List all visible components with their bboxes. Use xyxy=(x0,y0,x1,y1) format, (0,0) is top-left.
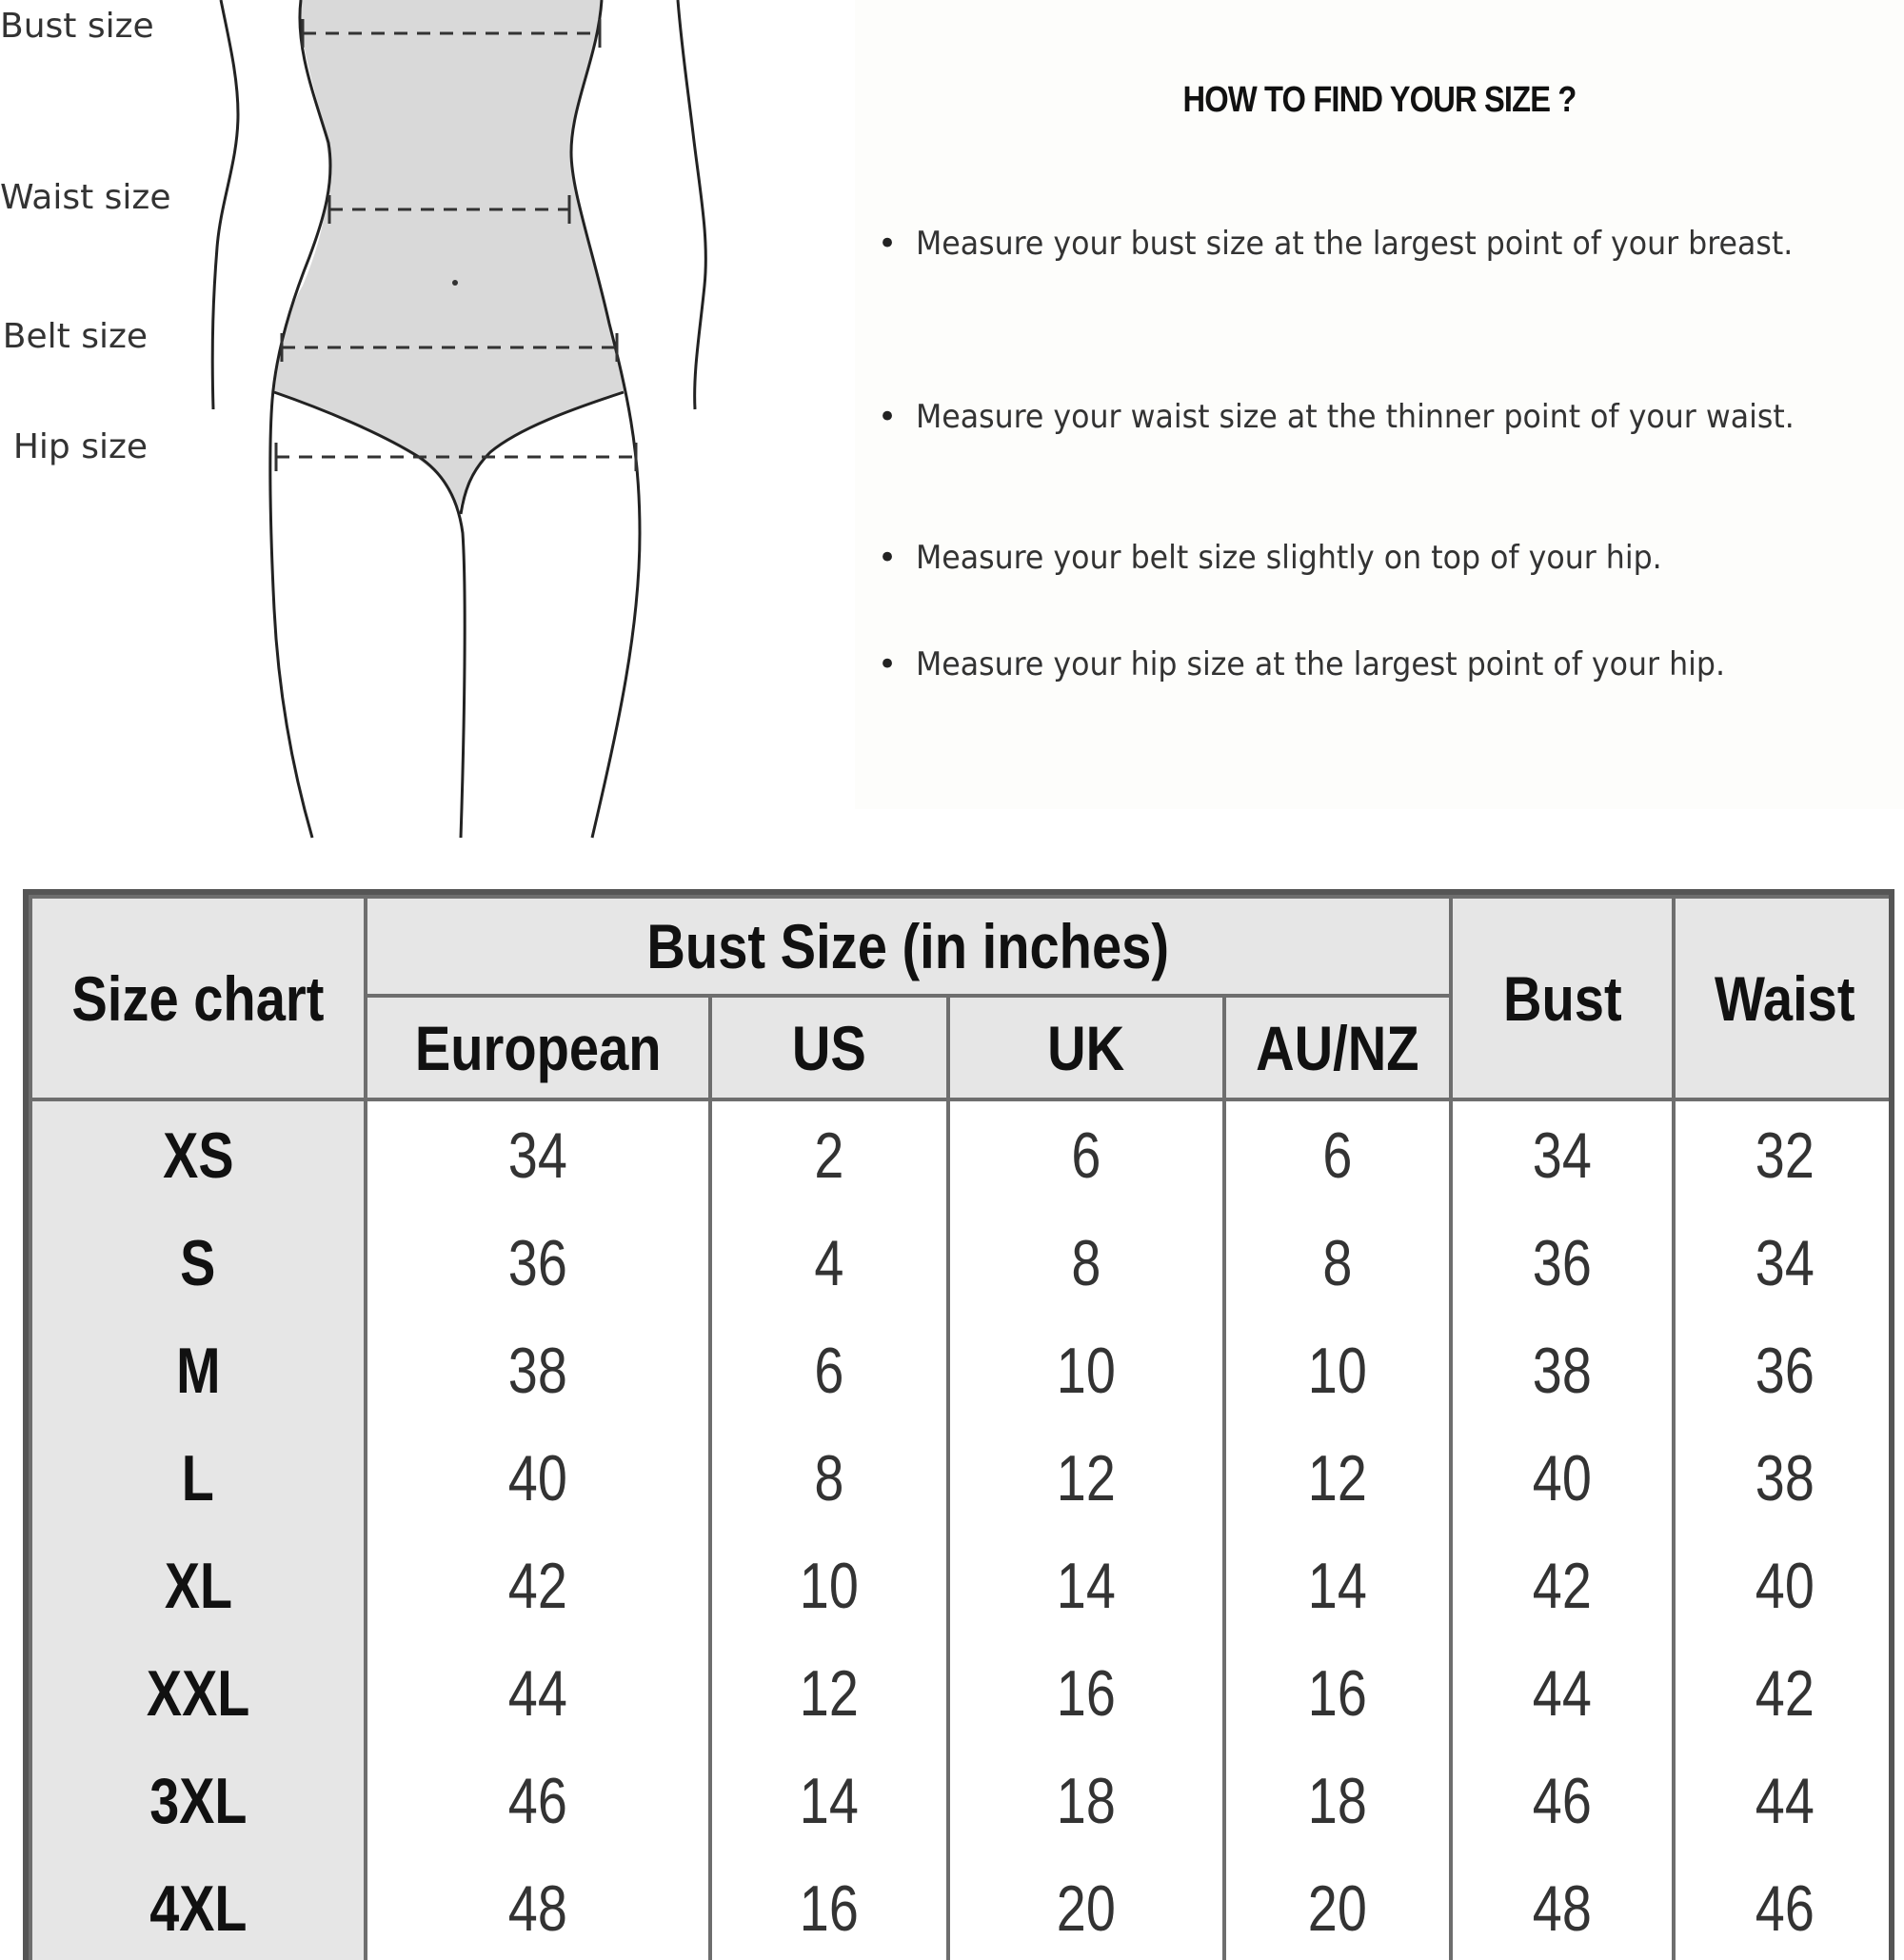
table-cell: 36 xyxy=(366,1209,710,1317)
right-inner-contour xyxy=(571,0,640,838)
table-cell: 48 xyxy=(366,1854,710,1960)
table-cell: 8 xyxy=(710,1424,948,1532)
us-header: US xyxy=(710,996,948,1099)
table-row xyxy=(30,1854,1894,1960)
guide-title: HOW TO FIND YOUR SIZE ? xyxy=(1182,80,1577,120)
bust-header: Bust xyxy=(1451,897,1674,1099)
table-cell: 18 xyxy=(948,1747,1224,1854)
table-cell: 48 xyxy=(1451,1854,1674,1960)
table-cell: 8 xyxy=(948,1209,1224,1317)
table-cell: 44 xyxy=(366,1639,710,1747)
torso-shading xyxy=(274,0,624,509)
size-label-cell: 4XL xyxy=(30,1854,366,1960)
table-cell: 40 xyxy=(1674,1532,1894,1639)
table-cell: 12 xyxy=(948,1424,1224,1532)
table-cell: 6 xyxy=(1224,1099,1451,1209)
table-cell: 20 xyxy=(1224,1854,1451,1960)
au-nz-header: AU/NZ xyxy=(1224,996,1451,1099)
hip-size-label: Hip size xyxy=(12,427,148,466)
corner-header: Size chart xyxy=(30,897,366,1099)
table-row xyxy=(30,1639,1894,1747)
size-chart-table-frame xyxy=(23,889,1894,1960)
size-label-cell: S xyxy=(30,1209,366,1317)
table-row xyxy=(30,1532,1894,1639)
table-cell: 42 xyxy=(1451,1532,1674,1639)
table-cell: 46 xyxy=(366,1747,710,1854)
table-cell: 44 xyxy=(1451,1639,1674,1747)
table-cell: 8 xyxy=(1224,1209,1451,1317)
table-cell: 14 xyxy=(1224,1532,1451,1639)
table-cell: 32 xyxy=(1674,1099,1894,1209)
european-header: European xyxy=(366,996,710,1099)
bust-size-label: Bust size xyxy=(0,7,154,46)
table-cell: 38 xyxy=(1674,1424,1894,1532)
table-row xyxy=(30,1209,1894,1317)
table-cell: 16 xyxy=(710,1854,948,1960)
table-cell: 38 xyxy=(1451,1317,1674,1424)
table-cell: 36 xyxy=(1674,1317,1894,1424)
table-cell: 14 xyxy=(710,1747,948,1854)
body-measurement-figure xyxy=(0,0,838,857)
guide-bullet-list xyxy=(855,0,1904,809)
guide-bullet-belt: • Measure your belt size slightly on top of your hip. xyxy=(878,539,1662,577)
table-cell: 6 xyxy=(948,1099,1224,1209)
bullet-icon: • xyxy=(878,398,898,436)
table-cell: 6 xyxy=(710,1317,948,1424)
bullet-icon: • xyxy=(878,539,898,577)
table-cell: 38 xyxy=(366,1317,710,1424)
bust-size-group-header: Bust Size (in inches) xyxy=(366,897,1451,996)
table-cell: 42 xyxy=(1674,1639,1894,1747)
guide-bullet-hip: • Measure your hip size at the largest point of your hip. xyxy=(878,645,1726,683)
table-row xyxy=(30,1747,1894,1854)
waist-header: Waist xyxy=(1674,897,1894,1099)
uk-header: UK xyxy=(948,996,1224,1099)
guide-bullet-bust: • Measure your bust size at the largest point of your breast. xyxy=(878,225,1794,263)
table-cell: 14 xyxy=(948,1532,1224,1639)
table-cell: 34 xyxy=(366,1099,710,1209)
size-label-cell: L xyxy=(30,1424,366,1532)
table-cell: 10 xyxy=(1224,1317,1451,1424)
left-inner-contour xyxy=(270,0,330,838)
table-cell: 42 xyxy=(366,1532,710,1639)
table-cell: 10 xyxy=(710,1532,948,1639)
table-cell: 40 xyxy=(1451,1424,1674,1532)
table-cell: 34 xyxy=(1674,1209,1894,1317)
size-label-cell: XS xyxy=(30,1099,366,1209)
table-row xyxy=(30,1099,1894,1209)
body-left-contour xyxy=(212,0,238,409)
guide-bullet-waist: • Measure your waist size at the thinner point of your waist. xyxy=(878,398,1795,436)
navel xyxy=(452,280,458,286)
size-label-cell: XL xyxy=(30,1532,366,1639)
table-cell: 16 xyxy=(948,1639,1224,1747)
table-cell: 46 xyxy=(1674,1854,1894,1960)
table-cell: 36 xyxy=(1451,1209,1674,1317)
table-row xyxy=(30,1424,1894,1532)
bullet-icon: • xyxy=(878,225,898,263)
table-cell: 4 xyxy=(710,1209,948,1317)
bullet-icon: • xyxy=(878,645,898,683)
table-cell: 18 xyxy=(1224,1747,1451,1854)
table-cell: 12 xyxy=(1224,1424,1451,1532)
table-cell: 44 xyxy=(1674,1747,1894,1854)
size-label-cell: 3XL xyxy=(30,1747,366,1854)
table-cell: 20 xyxy=(948,1854,1224,1960)
table-row xyxy=(30,1317,1894,1424)
table-cell: 2 xyxy=(710,1099,948,1209)
table-cell: 46 xyxy=(1451,1747,1674,1854)
table-cell: 40 xyxy=(366,1424,710,1532)
size-guide-panel xyxy=(855,0,1904,809)
size-label-cell: XXL xyxy=(30,1639,366,1747)
waist-size-label: Waist size xyxy=(0,178,171,217)
size-label-cell: M xyxy=(30,1317,366,1424)
table-cell: 34 xyxy=(1451,1099,1674,1209)
table-cell: 16 xyxy=(1224,1639,1451,1747)
body-right-contour xyxy=(678,0,705,409)
size-chart-body xyxy=(30,1099,1894,1960)
table-cell: 12 xyxy=(710,1639,948,1747)
belt-size-label: Belt size xyxy=(2,317,148,356)
size-chart-table xyxy=(29,895,1894,1960)
table-cell: 10 xyxy=(948,1317,1224,1424)
